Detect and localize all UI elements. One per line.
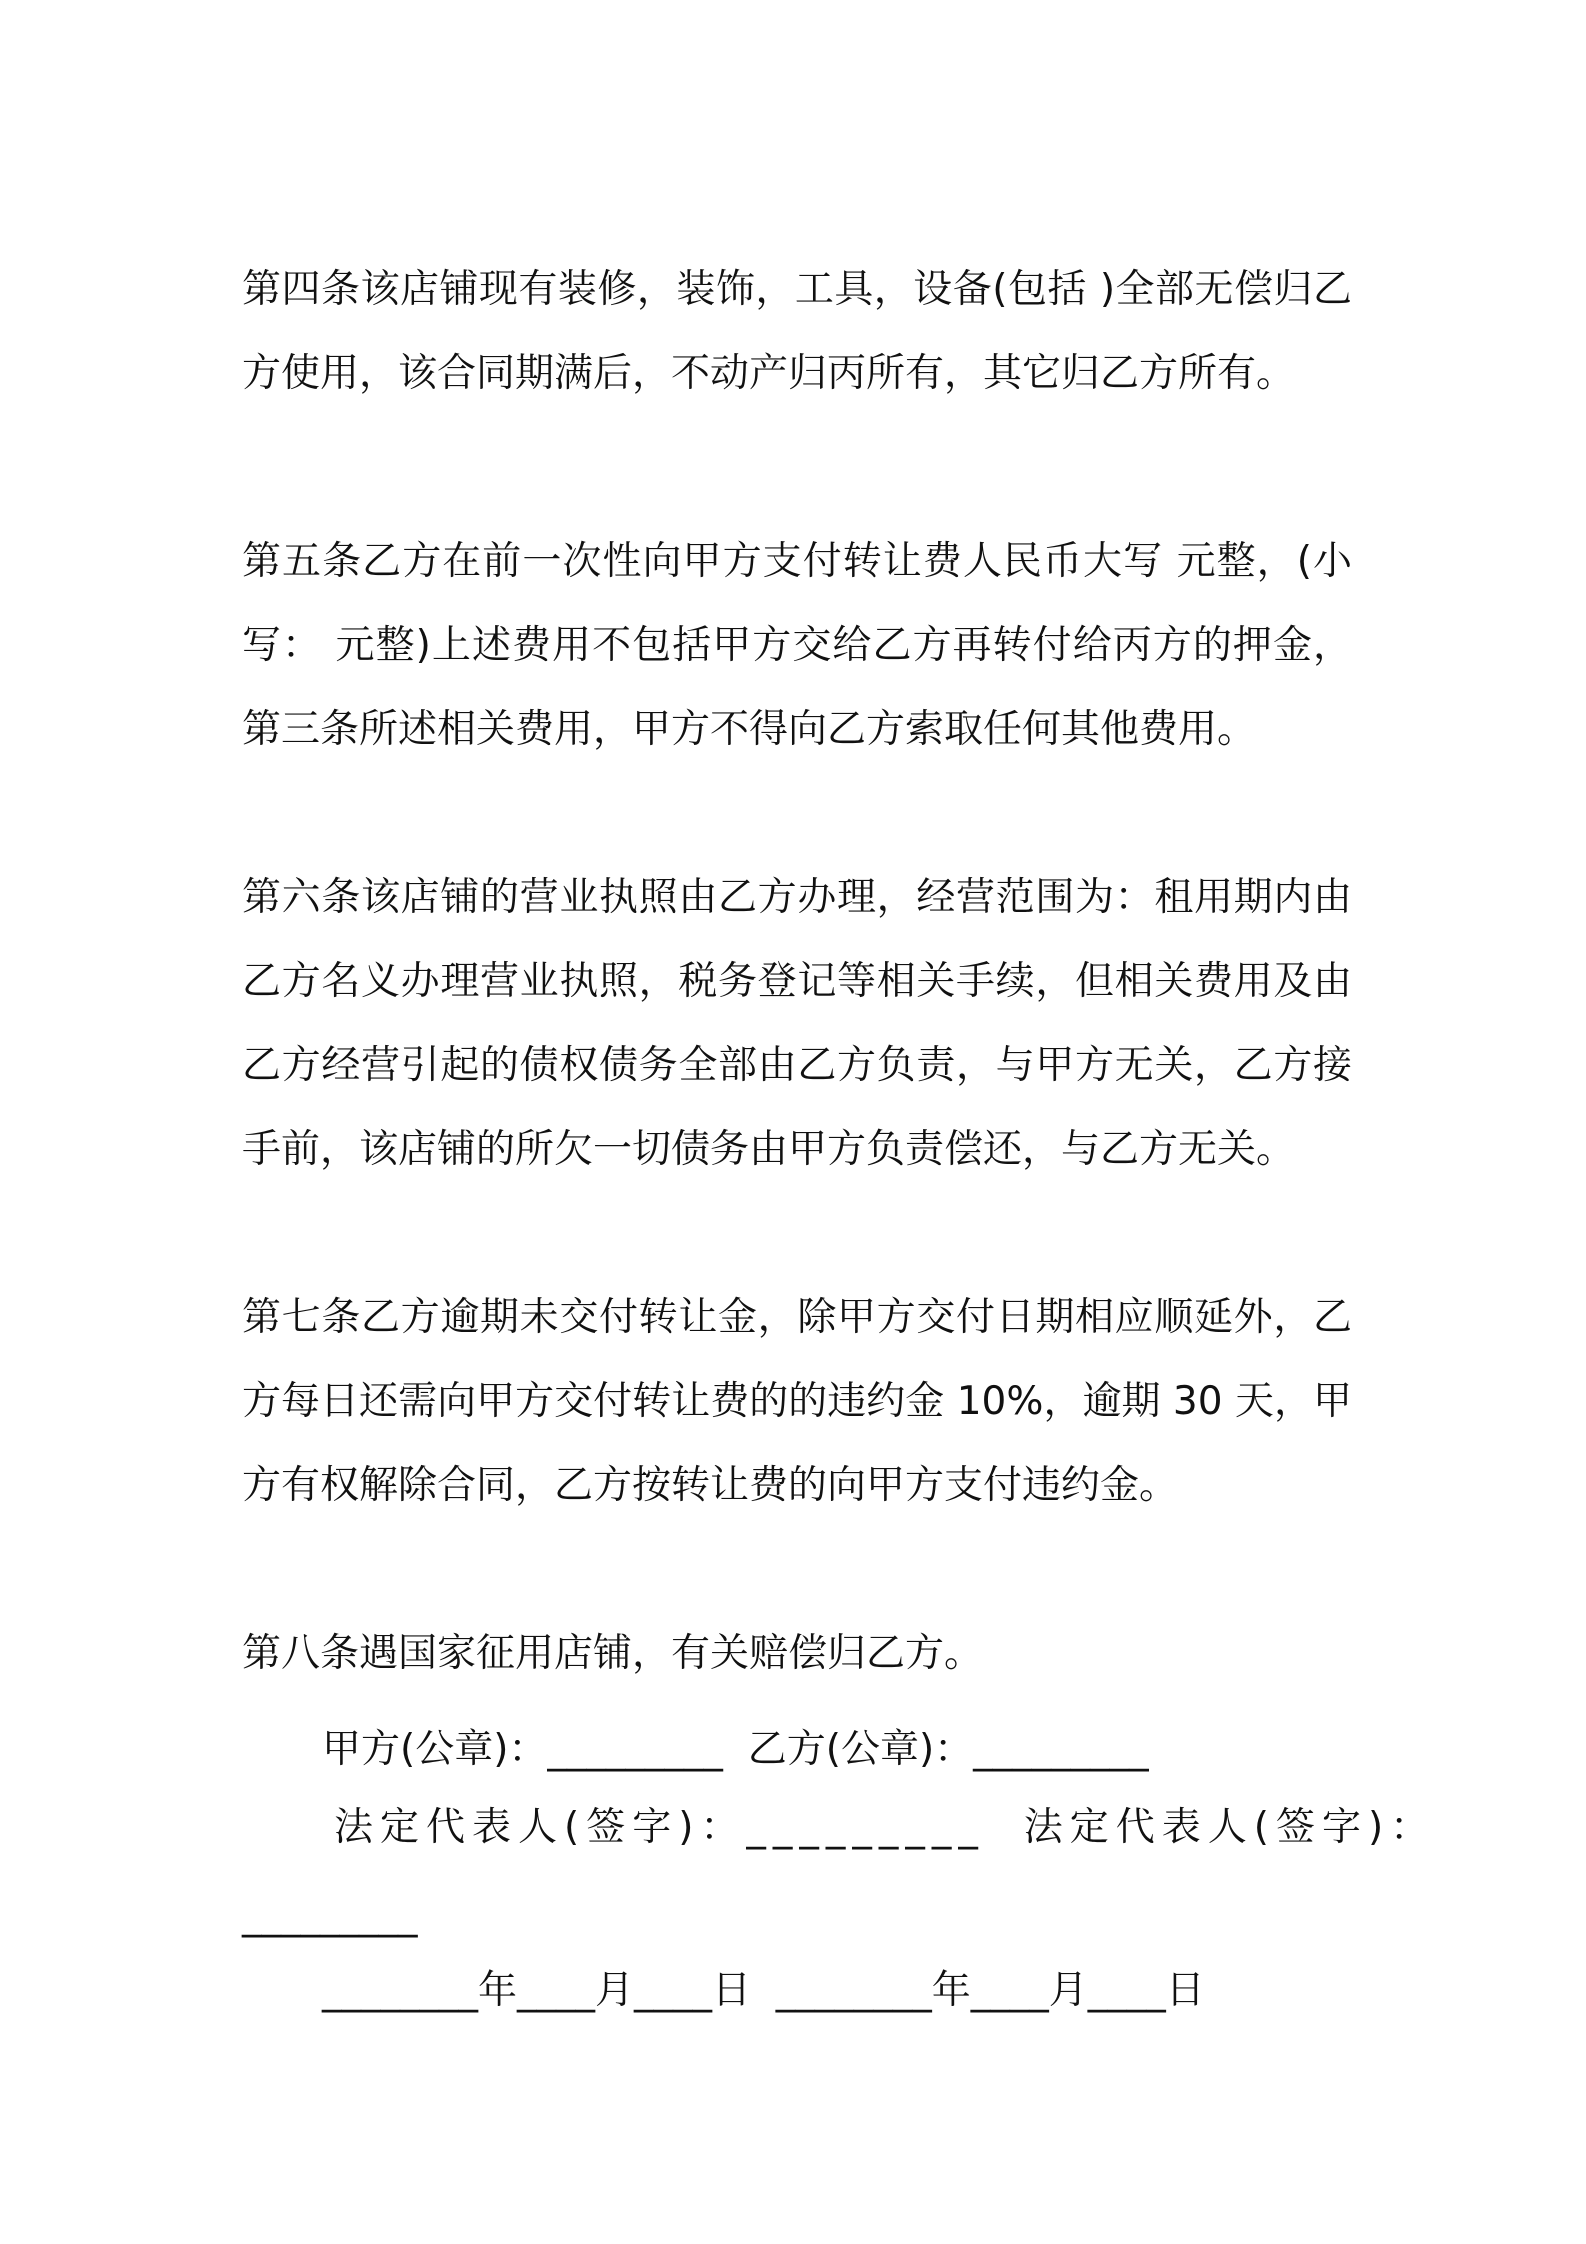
article-4: 第四条该店铺现有装修，装饰，工具，设备(包括 )全部无偿归乙方使用，该合同期满后，不动产归丙所有，其它归乙方所有。 <box>242 267 1352 396</box>
article-5: 第五条乙方在前一次性向甲方支付转让费人民币大写 元整，(小写： 元整)上述费用不包括甲方交给乙方再转付给丙方的押金，第三条所述相关费用，甲方不得向乙方索取任何其他费用。 <box>242 539 1352 752</box>
representative-line: 法定代表人(签字)：_________ 法定代表人(签字)： <box>334 1805 1437 1850</box>
representative-line-continued: _________ <box>242 1893 418 1938</box>
article-7: 第七条乙方逾期未交付转让金，除甲方交付日期相应顺延外，乙方每日还需向甲方交付转让费的的违约金 10%，逾期 30 天，甲方有权解除合同，乙方按转让费的向甲方支付违约金。 <box>242 1295 1352 1508</box>
article-6: 第六条该店铺的营业执照由乙方办理，经营范围为：租用期内由乙方名义办理营业执照，税务登记等相关手续，但相关费用及由乙方经营引起的债权债务全部由乙方负责，与甲方无关，乙方接手前，该店铺的所欠一切债务由甲方负责偿还，与乙方无关。 <box>242 875 1352 1172</box>
seal-line: 甲方(公章)：_________ 乙方(公章)：_________ <box>322 1727 1149 1772</box>
article-8: 第八条遇国家征用店铺，有关赔偿归乙方。 <box>242 1631 984 1676</box>
date-line: ________年____月____日 ________年____月____日 <box>322 1968 1205 2013</box>
